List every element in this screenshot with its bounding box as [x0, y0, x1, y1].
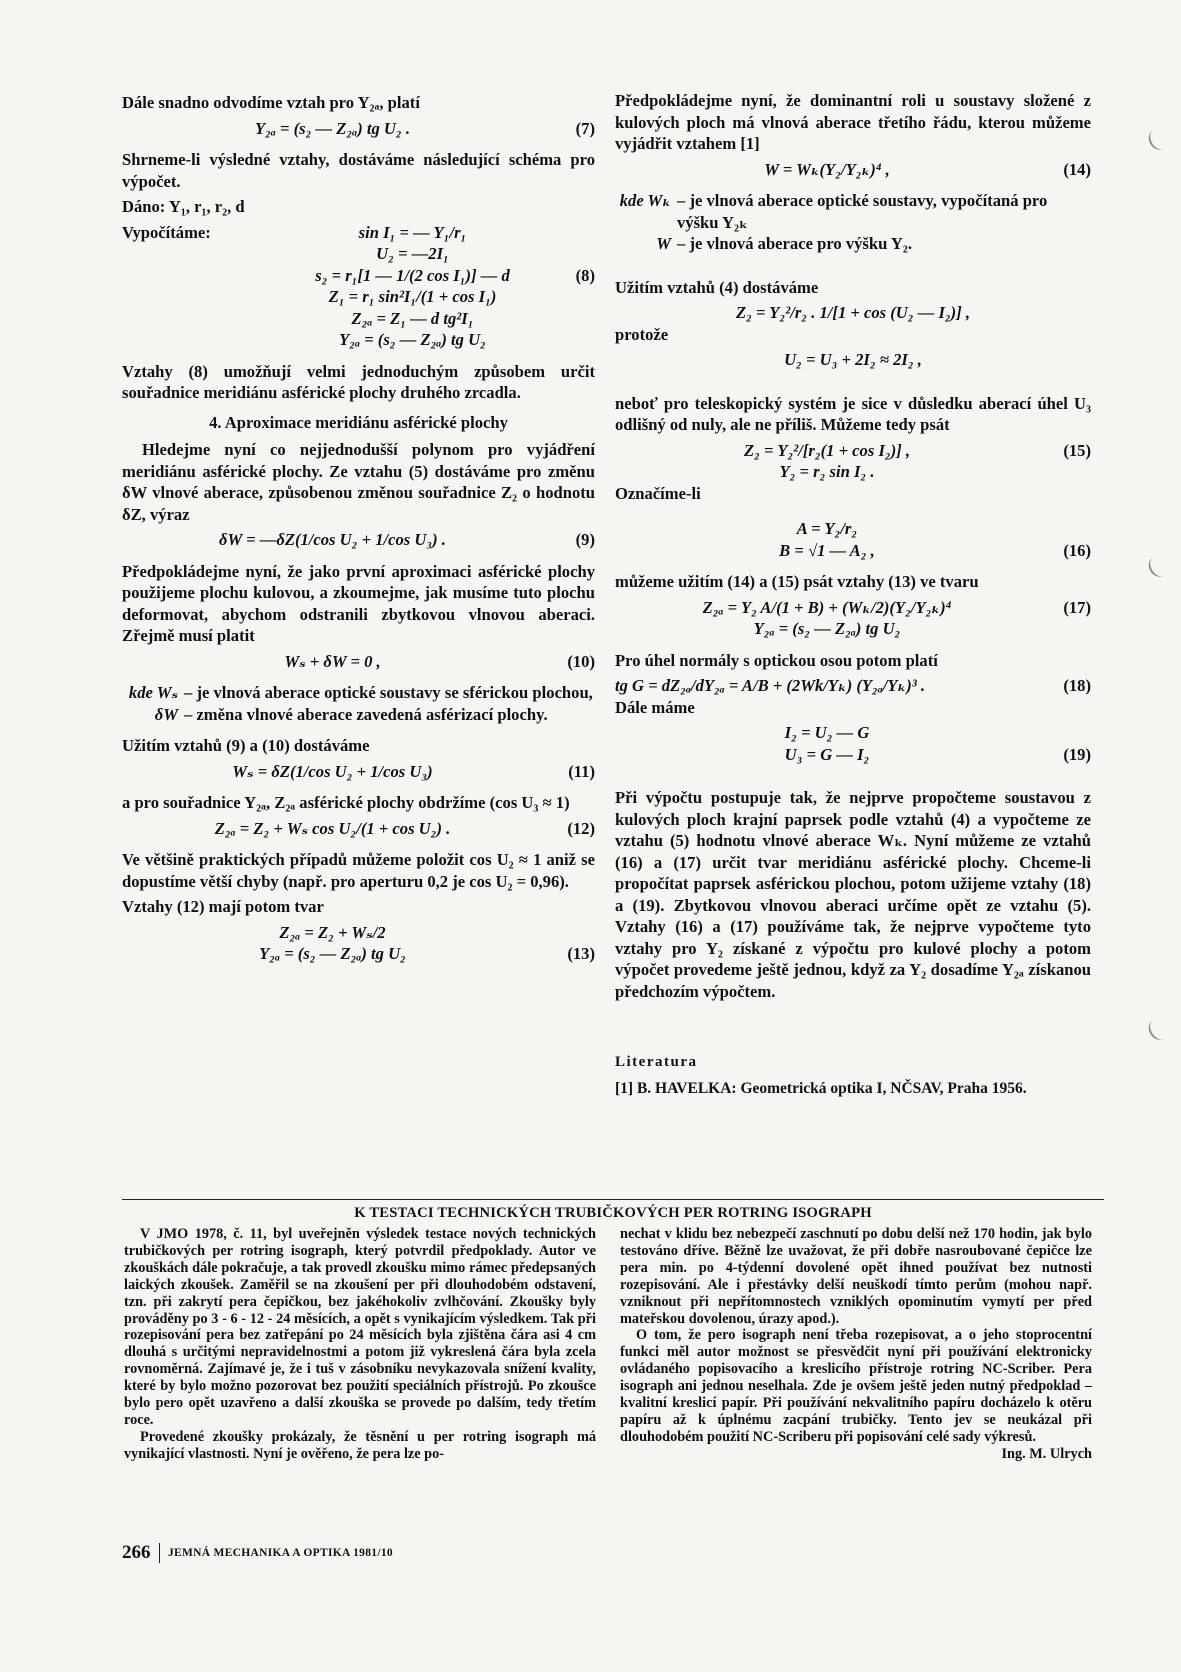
equation-body: Z₂ₐ = Z₁ — d tg²I₁	[351, 308, 474, 328]
notice-left-column	[124, 1226, 596, 1463]
paragraph: Pro úhel normály s optickou osou potom platí	[615, 650, 938, 670]
equation-11	[122, 761, 595, 783]
scheme-row	[122, 308, 595, 330]
given-values: Dáno: Y₁, r₁, r₂, d	[122, 197, 245, 216]
literature-heading: Literatura	[615, 1054, 698, 1070]
section-heading: 4. Aproximace meridiánu asférické plochy	[209, 412, 508, 432]
spacer	[615, 561, 1091, 571]
scheme-row	[122, 265, 595, 287]
definition-text: – změna vlnové aberace zavedená asférizací plochy.	[184, 704, 548, 724]
paragraph: neboť pro teleskopický systém je sice v důsledku aberací úhel U₃ odlišný od nuly, ale ne příliš. Můžeme tedy psát	[615, 393, 1091, 434]
equation-number: (7)	[575, 118, 595, 138]
equation-body: Z₂ₐ = Z₂ + Wₛ/2	[279, 922, 386, 942]
equation-17b	[615, 618, 1091, 640]
spacer	[615, 508, 1091, 518]
equation-body: Y₂ₐ = (s₂ — Z₂ₐ) tg U₂	[753, 619, 901, 638]
spacer	[122, 672, 595, 682]
equation-13a	[122, 922, 595, 944]
spacer	[615, 1006, 1091, 1052]
definition-symbol: kde Wₖ	[619, 191, 671, 210]
paragraph: O tom, že pero isograph není třeba rozepisovat, a o jeho stoprocentní funkci měl autor možnost se přesvědčit nyní při používání elektronicky ovládaného popisovacího a kreslicího přístroje rotring NC-Scriber. Pera isograph ani jednou neselhala. Zde je ovšem ještě jeden nutný předpoklad – kvalitní kreslicí papír. Při používání nekvalitního papíru docházelo k otěru papíru až k úplnému zacpání trubičky. Tento jev se neukázal při dlouhodobém použití NC-Scriberu při popisování celé sady výkresů.	[620, 1327, 1092, 1445]
equation-body: Z₂ = Y₂²/r₂ . 1/[1 + cos (U₂ — I₂)] ,	[735, 303, 971, 322]
equation-body: Z₂ = Y₂²/[r₂(1 + cos I₂)] ,	[743, 440, 911, 460]
paragraph: Užitím vztahů (4) dostáváme	[615, 277, 819, 297]
equation-15b	[615, 461, 1091, 483]
equation-number: (19)	[1063, 744, 1091, 764]
equation-number: (10)	[567, 651, 595, 671]
spacer	[615, 180, 1091, 190]
equation-number: (16)	[1063, 540, 1091, 560]
definition	[122, 682, 595, 704]
definition-symbol: kde Wₛ	[128, 683, 178, 702]
paragraph: Předpokládejme nyní, že dominantní roli u soustavy složené z kulových ploch má vlnová aberace třetího řádu, kterou můžeme vyjádřit vztahem [1]	[615, 91, 1091, 153]
scheme-row	[122, 286, 595, 308]
equation-z2	[615, 302, 1091, 324]
equation-13b	[122, 943, 595, 965]
equation-number: (18)	[1063, 676, 1091, 695]
equation-body: Z₂ₐ = Y₂ A/(1 + B) + (Wₖ/2)(Y₂/Y₂ₖ)⁴	[702, 597, 952, 617]
equation-u2	[615, 349, 1091, 371]
equation-body: Y₂ₐ = (s₂ — Z₂ₐ) tg U₂	[339, 330, 486, 349]
equation-number: (9)	[575, 530, 595, 549]
equation-number: (11)	[568, 761, 595, 781]
definition-symbol: δW	[154, 704, 178, 724]
equation-number: (17)	[1063, 597, 1091, 617]
scheme-row	[122, 243, 595, 265]
equation-body: Y₂ₐ = (s₂ — Z₂ₐ) tg U₂ .	[255, 118, 410, 138]
equation-body: Z₁ = r₁ sin²I₁/(1 + cos I₁)	[328, 287, 497, 306]
equation-body: s₂ = r₁[1 — 1/(2 cos I₁)] — d	[315, 265, 510, 285]
paragraph: Označíme-li	[615, 483, 701, 503]
equation-14	[615, 159, 1091, 181]
horizontal-rule	[122, 1199, 1104, 1200]
paragraph: Dále máme	[615, 697, 695, 717]
equation-15a	[615, 440, 1091, 462]
equation-body: sin I₁ = — Y₁/r₁	[358, 222, 467, 242]
paragraph: Při výpočtu postupuje tak, že nejprve propočteme soustavou z kulových ploch krajní paprsek podle vztahů (4) a vypočteme ze vztahu (5) hodnotu vlnové aberace Wₖ. Nyní můžeme ze vztahů (16) a (17) určit tvar meridiánu asférické plochy. Chceme-li propočítat paprsek asférickou plochou, potom užijeme vztahy (18) a (19). Zbytkovou vlnovou aberaci určíme opět ze vztahu (5). Vztahy (16) a (17) používáme tak, že nejprve vypočteme tyto vztahy pro Y₂ získané z výpočtu pro kulové plochy a potom výpočet provedeme ještě jednou, když za Y₂ dosadíme Y₂ₐ získanou předchozím výpočtem.	[615, 788, 1091, 1001]
equation-19a	[615, 722, 1091, 744]
definition	[615, 190, 1091, 233]
spacer	[122, 725, 595, 735]
equation-17a	[615, 597, 1091, 619]
spacer	[122, 551, 595, 561]
equation-16a	[615, 518, 1091, 540]
paragraph: Vztahy (12) mají potom tvar	[122, 897, 324, 916]
equation-number: (15)	[1063, 440, 1091, 460]
paragraph: protože	[615, 324, 669, 344]
paragraph: Shrneme-li výsledné vztahy, dostáváme následující schéma pro výpočet.	[122, 150, 595, 191]
paragraph: Hledejme nyní co nejjednodušší polynom pro vyjádření meridiánu asférické plochy. Ze vztahu (5) dostáváme pro změnu δW vlnové aberace, způsobenou změnou souřadnice Z₂ o hodnotu δZ, výraz	[122, 440, 595, 524]
equation-body: Z₂ₐ = Z₂ + Wₛ cos U₂/(1 + cos U₂) .	[214, 818, 451, 838]
binder-mark	[1145, 551, 1173, 580]
spacer	[122, 782, 595, 792]
article-left-column	[122, 92, 595, 965]
equation-number: (12)	[567, 818, 595, 838]
spacer	[122, 839, 595, 849]
equation-19b	[615, 744, 1091, 766]
definition-symbol: W	[656, 234, 671, 253]
spacer	[122, 351, 595, 361]
equation-body: Y₂ = r₂ sin I₂ .	[779, 462, 875, 481]
equation-number: (8)	[575, 265, 595, 285]
equation-body: A = Y₂/r₂	[796, 519, 858, 538]
binder-mark	[1145, 124, 1173, 153]
equation-body: tg G = dZ₂ₐ/dY₂ₐ = A/B + (2Wk/Yₖ) (Y₂ₐ/Yₖ)³ .	[615, 676, 926, 695]
definition-text: – je vlnová aberace optické soustavy, vypočítaná pro výšku Y₂ₖ	[677, 191, 1048, 232]
definition-text: – je vlnová aberace optické soustavy se sférickou plochou,	[184, 683, 593, 702]
paragraph: Ve většině praktických případů můžeme položit cos U₂ ≈ 1 aniž se dopustíme větší chyby (např. pro aperturu 0,2 je cos U₂ = 0,96).	[122, 850, 595, 891]
definition	[122, 704, 595, 726]
equation-number: (13)	[567, 944, 595, 963]
notice-title: K TESTACI TECHNICKÝCH TRUBIČKOVÝCH PER ROTRING ISOGRAPH	[354, 1205, 872, 1221]
equation-18	[615, 675, 1091, 697]
equation-body: Wₛ = δZ(1/cos U₂ + 1/cos U₃)	[232, 761, 433, 781]
spacer	[615, 371, 1091, 393]
paragraph: nechat v klidu bez nebezpečí zaschnutí po dobu delší než 170 hodin, jak bylo testováno dříve. Běžně lze uvažovat, že při dobře nasroubované čepičce lze pera min. po 4-týdenní dovolené opět ihned používat bez nutnosti rozepisování. Ale i přestávky delší neuškodí tímto perům (mohou např. vzniknout při nepřítomnostech vzniklých opominutím vymytí per před mateřskou dovolenou, úrazy apod.).	[620, 1226, 1092, 1327]
literature-reference: [1] B. HAVELKA: Geometrická optika I, NČSAV, Praha 1956.	[615, 1079, 1027, 1097]
equation-body: W = Wₖ(Y₂/Y₂ₖ)⁴ ,	[764, 159, 890, 179]
spacer	[615, 640, 1091, 650]
equation-7	[122, 118, 595, 140]
paragraph: Předpokládejme nyní, že jako první aproximaci asférické plochy použijeme plochu kulovou, a zkoumejme, jak musíme tuto plochu deformovat, abychom odstranili zbytkovou vlnovou aberaci. Zřejmě musí platit	[122, 561, 595, 645]
spacer	[615, 765, 1091, 787]
equation-body: Wₛ + δW = 0 ,	[284, 651, 381, 671]
scheme-row	[122, 222, 595, 244]
equation-body: U₂ = —2I₁	[376, 244, 449, 263]
equation-body: δW = —δZ(1/cos U₂ + 1/cos U₃) .	[219, 530, 446, 549]
equation-body: U₂ = U₃ + 2I₂ ≈ 2I₂ ,	[784, 350, 922, 369]
paragraph: a pro souřadnice Y₂ₐ, Z₂ₐ asférické plochy obdržíme (cos U₃ ≈ 1)	[122, 793, 570, 812]
page-footer	[122, 1542, 393, 1564]
definition-text: – je vlnová aberace pro výšku Y₂.	[677, 234, 912, 253]
equation-9	[122, 529, 595, 551]
article-right-column	[615, 90, 1091, 1103]
notice-right-column	[620, 1226, 1092, 1463]
equation-body: B = √1 — A₂ ,	[779, 540, 875, 560]
equation-12	[122, 818, 595, 840]
definition	[615, 233, 1091, 255]
equation-body: U₃ = G — I₂	[784, 744, 870, 764]
spacer	[615, 255, 1091, 277]
paragraph: můžeme užitím (14) a (15) psát vztahy (13) ve tvaru	[615, 572, 979, 591]
paragraph: Užitím vztahů (9) a (10) dostáváme	[122, 736, 370, 755]
scheme-row	[122, 329, 595, 351]
paragraph: Provedené zkoušky prokázaly, že těsnění u per rotring isograph má vynikající vlastnosti. Nyní je ověřeno, že pera lze po-	[124, 1428, 596, 1462]
footer-separator	[159, 1543, 161, 1563]
binder-mark	[1145, 1014, 1173, 1043]
notice-author: Ing. M. Ulrych	[1001, 1445, 1092, 1462]
equation-10	[122, 651, 595, 673]
equation-body: I₂ = U₂ — G	[784, 723, 870, 742]
paragraph: V JMO 1978, č. 11, byl uveřejněn výsledek testace nových technických trubičkových per rotring isograph, který potvrdil předpoklady. Autor ve zkouškách dále pokračuje, a tak provedl zkoušku mimo rámec předepsaných laických zkoušek. Zaměřil se na zkoušení per při dlouhodobém odstavení, tzn. při zakrytí pera čepičkou, bez jakéhokoliv zvlhčování. Zkoušky byly prováděny po 3 - 6 - 12 - 24 měsících, a opět s vynikajícím výsledkem. Tak při rozepisování pera bez zatřepání po 24 měsících byla zjištěna čára asi 4 cm dlouhá s určitými nepravidelnostmi a potom již vykreslená čára byla zcela rovnoměrná. Zajímavé je, že i tuš v zásobníku nevykazovala snížení kvality, které by bylo možno pozorovat bez použití speciálních přístrojů. Po zkoušce bylo pero opět uzavřeno a další zkouška se provede po dalším, tedy třetím roce.	[124, 1226, 596, 1428]
spacer	[122, 139, 595, 149]
journal-name: JEMNÁ MECHANIKA A OPTIKA 1981/10	[168, 1547, 393, 1559]
equation-number: (14)	[1063, 159, 1091, 179]
paragraph: Vztahy (8) umožňují velmi jednoduchým způsobem určit souřadnice meridiánu asférické plochy druhého zrcadla.	[122, 361, 595, 402]
page-number: 266	[122, 1542, 151, 1563]
paragraph: Dále snadno odvodíme vztah pro Y₂ₐ, platí	[122, 93, 420, 112]
equation-16b	[615, 540, 1091, 562]
equation-body: Y₂ₐ = (s₂ — Z₂ₐ) tg U₂	[259, 944, 406, 963]
compute-label: Vypočítáme:	[122, 222, 211, 242]
